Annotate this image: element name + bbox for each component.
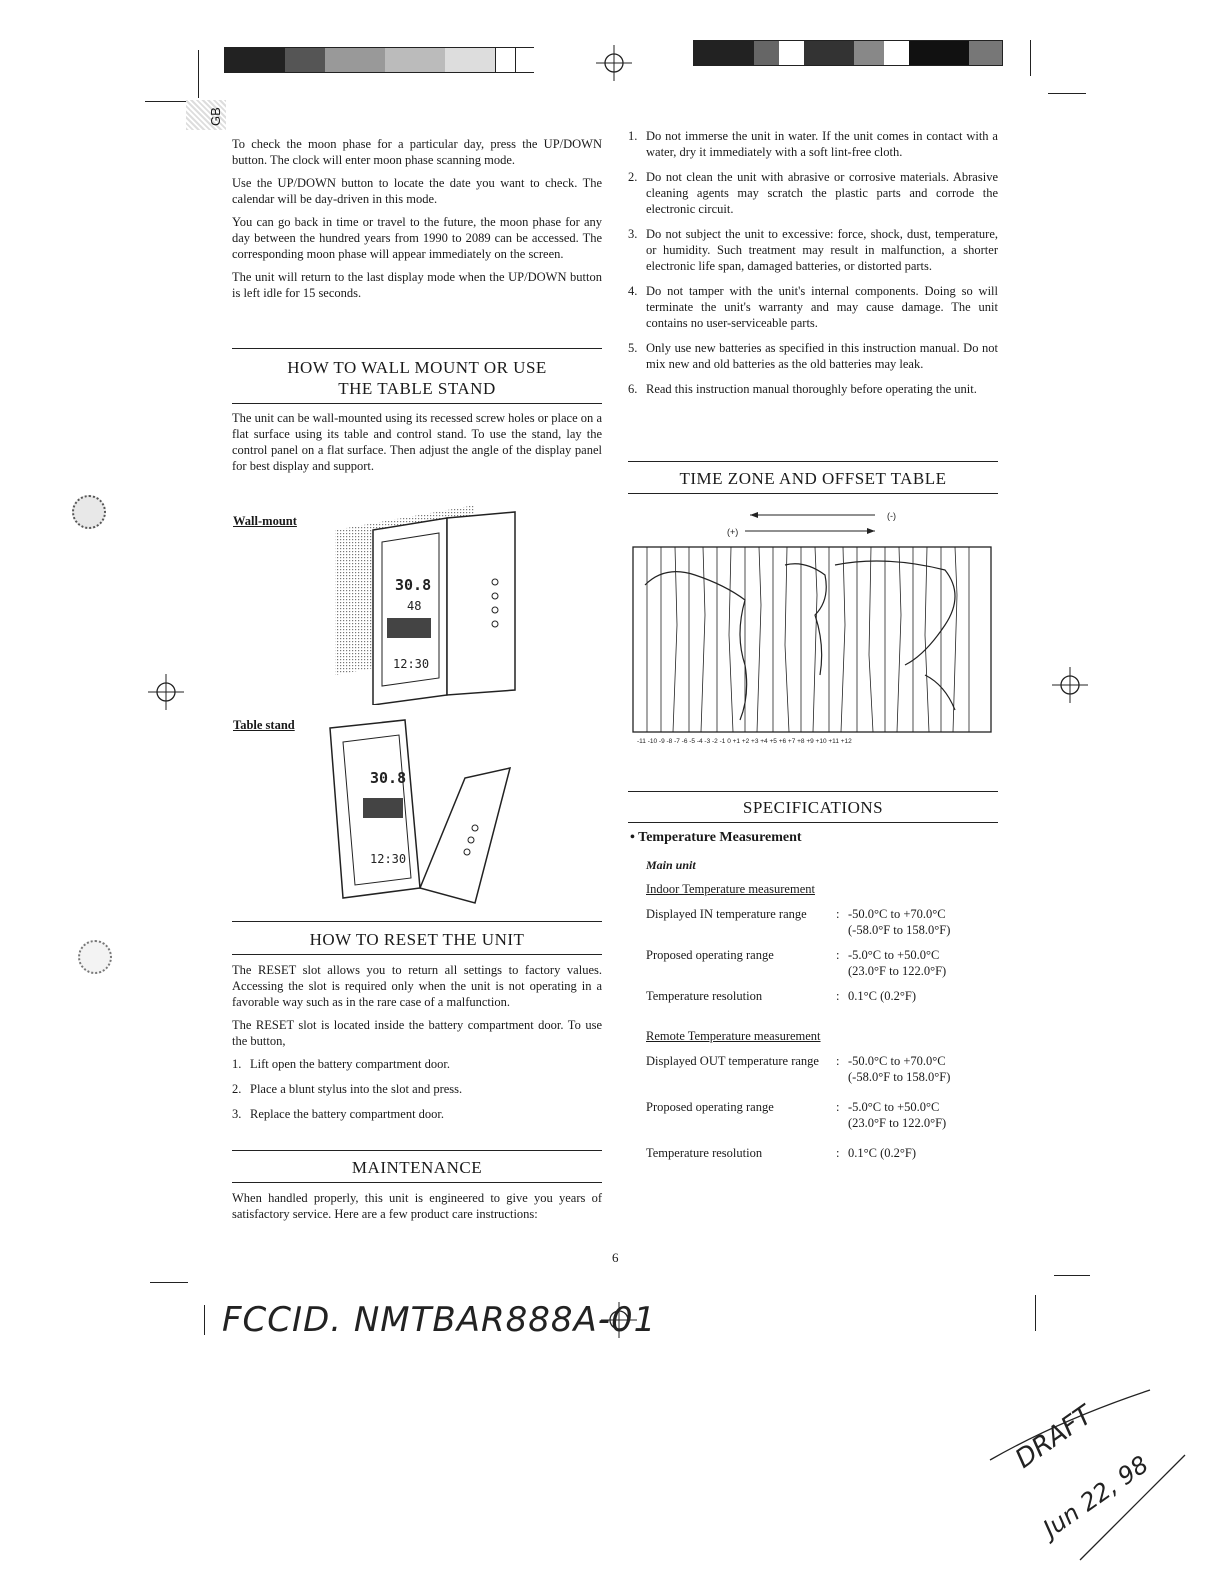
section-rule	[232, 1182, 602, 1183]
spec-bullet: • Temperature Measurement	[630, 830, 802, 845]
crop-mark	[1035, 1295, 1036, 1331]
spec-row: Displayed IN temperature range : -50.0°C to +70.0°C (-58.0°F to 158.0°F)	[646, 907, 951, 937]
list-item: 5. Only use new batteries as specified in this instruction manual. Do not mix new and old batteries as the old batteries may leak.	[628, 341, 998, 371]
paragraph: To check the moon phase for a particular day, press the UP/DOWN button. The clock will enter moon phase scanning mode.	[232, 137, 602, 167]
list-item: 2. Place a blunt stylus into the slot and press.	[232, 1082, 463, 1096]
registration-mark-right-icon	[1052, 667, 1088, 703]
section-rule	[232, 954, 602, 955]
spec-row: Proposed operating range : -5.0°C to +50.0°C (23.0°F to 122.0°F)	[646, 1100, 947, 1130]
maintenance-heading: MAINTENANCE	[351, 1158, 483, 1177]
paragraph: You can go back in time or travel to the future, the moon phase for any day between the hundred years from 1990 to 2089 can be accessed. The corresponding moon phase will appear immediately on the screen.	[232, 215, 602, 261]
specifications-heading: SPECIFICATIONS	[742, 798, 884, 817]
page-number: 6	[612, 1250, 619, 1265]
reset-section	[232, 962, 602, 1131]
indoor-title: Indoor Temperature measurement	[646, 882, 815, 896]
handwritten-fcc-id: FCCID. NMTBAR888A-01	[222, 1300, 657, 1340]
crop-mark	[1054, 1275, 1090, 1276]
paragraph: The RESET slot is located inside the battery compartment door. To use the button,	[232, 1018, 602, 1048]
paragraph: The unit will return to the last display mode when the UP/DOWN button is left idle for 15 seconds.	[232, 270, 602, 300]
punch-hole-lower	[78, 940, 112, 974]
language-tab-label: GB	[208, 107, 223, 126]
spec-row: Displayed OUT temperature range : -50.0°C to +70.0°C (-58.0°F to 158.0°F)	[646, 1054, 951, 1084]
crop-mark	[1030, 40, 1031, 76]
handwritten-date: Jun 22, 98	[1038, 1450, 1154, 1543]
list-item: 1. Do not immerse the unit in water. If the unit comes in contact with a water, dry it immediately with a soft lint-free cloth.	[628, 129, 998, 159]
wall-mount-heading: HOW TO WALL MOUNT OR USE THE TABLE STAND	[287, 358, 547, 398]
spec-row: Proposed operating range : -5.0°C to +50.0°C (23.0°F to 122.0°F)	[646, 948, 947, 978]
list-item: 4. Do not tamper with the unit's internal components. Doing so will terminate the unit's warranty and may cause damage. The unit contains no user-serviceable parts.	[628, 284, 998, 330]
section-rule	[628, 493, 998, 494]
registration-mark-top-icon	[596, 45, 632, 81]
lcd-time-text: 12:30	[393, 657, 430, 671]
bullet-icon: •	[630, 830, 639, 845]
paragraph: Use the UP/DOWN button to locate the date you want to check. The calendar will be day-driven in this mode.	[232, 176, 602, 206]
arrow-minus-label: (-)	[887, 511, 896, 521]
table-stand-illustration	[325, 718, 525, 908]
lcd-humidity-text: 48	[407, 599, 422, 613]
wall-mount-label: Wall-mount	[233, 514, 297, 528]
section-rule	[628, 461, 998, 462]
care-list	[628, 128, 998, 406]
list-item: 2. Do not clean the unit with abrasive or corrosive materials. Abrasive cleaning agents may scratch the plastic parts and corrode the electronic circuit.	[628, 170, 998, 216]
color-bar-right	[693, 40, 1003, 66]
indoor-spec-table	[646, 906, 996, 1013]
paragraph: The RESET slot allows you to return all settings to factory values. Accessing the slot is required only when the unit is not operating in a favorable way such as in the rare case of a malfunction.	[232, 963, 602, 1009]
section-rule	[232, 403, 602, 404]
crop-mark	[198, 50, 199, 98]
arrow-plus-label: (+)	[727, 527, 739, 537]
time-zone-map	[625, 505, 995, 750]
section-rule	[232, 1150, 602, 1151]
registration-mark-left-icon	[148, 674, 184, 710]
list-item: 1. Lift open the battery compartment door.	[232, 1057, 450, 1071]
handwritten-draft: DRAFT	[1010, 1400, 1099, 1475]
wall-mount-illustration	[325, 500, 525, 705]
section-rule	[232, 921, 602, 922]
svg-text:-11 -10 -9 -8 -7 -6 -5 -4 -3 -: -11 -10 -9 -8 -7 -6 -5 -4 -3 -2 -1 0 +1 +2 +3 +4 +5 +6 +7 +8 +9 +10 +11 +12	[637, 738, 852, 745]
punch-hole-upper	[72, 495, 106, 529]
section-rule	[628, 791, 998, 792]
crop-mark	[150, 1282, 188, 1283]
moon-phase-section	[232, 136, 602, 308]
svg-text:12:30: 12:30	[370, 852, 407, 866]
table-stand-label: Table stand	[233, 718, 295, 732]
remote-title: Remote Temperature measurement	[646, 1029, 821, 1043]
time-zone-heading: TIME ZONE AND OFFSET TABLE	[679, 469, 947, 488]
svg-text:30.8: 30.8	[370, 769, 407, 787]
handwritten-strokes	[980, 1380, 1200, 1580]
color-bar-left	[224, 47, 534, 73]
section-rule	[232, 348, 602, 349]
reset-heading: HOW TO RESET THE UNIT	[309, 930, 525, 949]
list-item: 6. Read this instruction manual thoroughly before operating the unit.	[628, 382, 977, 396]
lcd-temp-text: 30.8	[395, 576, 432, 594]
crop-mark	[204, 1305, 205, 1335]
spec-row: Temperature resolution : 0.1°C (0.2°F)	[646, 989, 916, 1003]
wall-mount-body: The unit can be wall-mounted using its recessed screw holes or place on a flat surface using its table and control stand. To use the stand, lay the control panel on a flat surface. Then adjust the angle of the display panel for best display and support.	[232, 411, 602, 473]
maintenance-body: When handled properly, this unit is engineered to give you years of satisfactory service. Here are a few product care instructions:	[232, 1191, 602, 1221]
section-rule	[628, 822, 998, 823]
main-unit-label: Main unit	[646, 858, 696, 872]
remote-spec-table	[646, 1053, 996, 1170]
crop-mark	[1048, 93, 1086, 94]
list-item: 3. Replace the battery compartment door.	[232, 1107, 445, 1121]
spec-row: Temperature resolution : 0.1°C (0.2°F)	[646, 1146, 916, 1160]
list-item: 3. Do not subject the unit to excessive: force, shock, dust, temperature, or humidity. Such treatment may result in malfunction, a shorter electronic life span, damaged batteries, or distorted parts.	[628, 227, 998, 273]
